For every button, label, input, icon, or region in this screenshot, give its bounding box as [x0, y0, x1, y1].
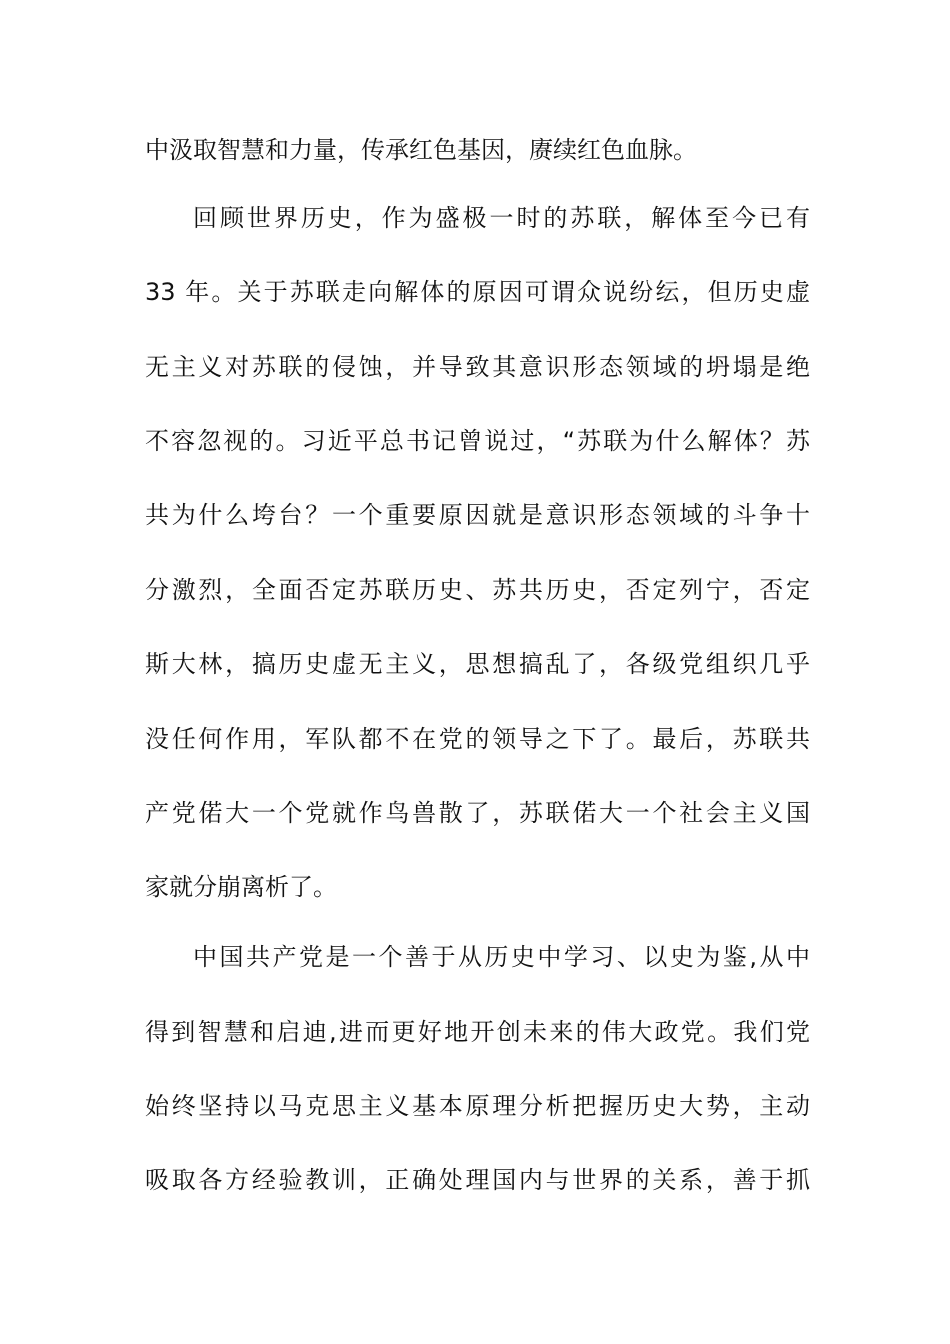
text-line-14: 始终坚持以马克思主义基本原理分析把握历史大势，主动: [145, 1092, 810, 1120]
text-line-3: 33 年。关于苏联走向解体的原因可谓众说纷纭，但历史虚: [145, 278, 810, 306]
text-line-12: 中国共产党是一个善于从历史中学习、以史为鉴,从中: [193, 943, 810, 971]
text-line-8: 斯大林，搞历史虚无主义，思想搞乱了，各级党组织几乎: [145, 650, 810, 678]
text-line-1: 中汲取智慧和力量，传承红色基因，赓续红色血脉。: [145, 136, 697, 164]
text-line-5: 不容忽视的。习近平总书记曾说过，“苏联为什么解体？苏: [145, 427, 810, 455]
text-line-4: 无主义对苏联的侵蚀，并导致其意识形态领域的坍塌是绝: [145, 353, 810, 381]
text-line-2: 回顾世界历史，作为盛极一时的苏联，解体至今已有: [193, 204, 810, 232]
text-line-13: 得到智慧和启迪,进而更好地开创未来的伟大政党。我们党: [145, 1018, 810, 1046]
text-line-15: 吸取各方经验教训，正确处理国内与世界的关系，善于抓: [145, 1166, 810, 1194]
text-line-9: 没任何作用，军队都不在党的领导之下了。最后，苏联共: [145, 725, 810, 753]
text-line-6: 共为什么垮台？一个重要原因就是意识形态领域的斗争十: [145, 501, 810, 529]
text-line-10: 产党偌大一个党就作鸟兽散了，苏联偌大一个社会主义国: [145, 799, 810, 827]
text-line-11: 家就分崩离析了。: [145, 873, 337, 901]
text-line-7: 分激烈，全面否定苏联历史、苏共历史，否定列宁，否定: [145, 576, 810, 604]
